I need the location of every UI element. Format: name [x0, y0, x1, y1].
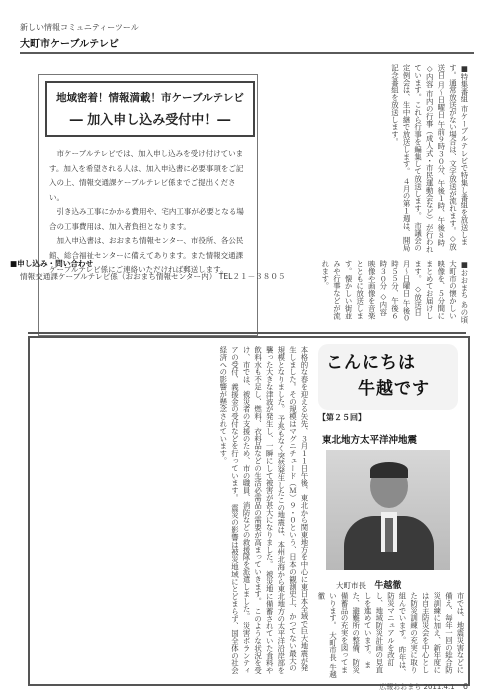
- footer-publication: 広報おおまち 2011.4.1: [379, 683, 455, 691]
- caption-role: 大町市長: [336, 581, 366, 590]
- notice-heading-line2: ― 加入申し込み受付中！―: [69, 113, 231, 128]
- header-subtitle: 新しい情報コミュニティーツール: [20, 23, 139, 32]
- notice-heading-box: [45, 81, 255, 137]
- subscription-notice: [38, 74, 258, 336]
- contact-text: 情報交通課ケーブルテレビ係（おおまち情報センター内） TEL２１－３８０５: [20, 272, 286, 281]
- article-title-panel: [318, 344, 458, 410]
- notice-contact: [10, 257, 286, 283]
- article-body-left: 本格的な春を迎える矢先、３月１１日午後、東北から関東地方を中心に東日本全域で巨大地震が発生しました。その規模はマグニチュード（Ｍ）９・０という、日本の観測史上、かつてない最大の規模となりました。 予兆もなく突然発生したこの地震は、本州北海から東北地方の太平洋沿岸部を襲った大きな津波が発生し、一瞬にして被害が甚大になりました。 被災地に備蓄されていた食料や飲料水も不足し、燃料、衣料品などの生活必需品の需要が高まっていきます。 このような状況を受け、市では、被災者の支援のため、市の職員、消防などの救援隊を派遣しました。 災害ボランティアの受付、義援金の受付などを行っています。 震災の影響は被災地域にとどまらず、国全体の社会経済への影響が懸念されています。: [218, 346, 309, 674]
- program-column-a: ■特集番組 市ケーブルテレビで特集し番組を放送します。通常放送がない場合は、文字放送が流れます。◇放送日 月～日曜日 午前９時３０分、午後１時、午後８時 ◇内容 市内の行事（成人式・市民運動会など）が行われています。これら行事を編集して放送します。 市議会の定例会は、生中継で放送します。 ４月の第１週は、開局記念番組を放送します。: [390, 64, 469, 253]
- notice-paragraph: 市ケーブルテレビでは、加入申し込みを受け付けています。加入を希望される人は、加入申込書に必要事項をご記入の上、情報交通課ケーブルテレビ係までご提出ください。: [49, 149, 244, 202]
- footer-page-number: 6: [462, 682, 468, 691]
- caption-name: 牛越徹: [374, 581, 402, 591]
- header-title: 大町市ケーブルテレビ: [20, 39, 119, 50]
- notice-heading-line1: 地域密着！情報満載！市ケーブルテレビ: [56, 92, 244, 104]
- article-series: 【第２５回】: [318, 413, 366, 422]
- program-column-b: ■おおまち あの頃 大町市の懐かしい映像を、５分間にまとめてお届けします。 ◇放送日 月～日曜日 午後０時５５分、午後６時３０分 ◇内容 映像や画像を音楽とともに放送します。懐かしい街並みや行事などが流れます。: [320, 260, 469, 324]
- article-subtitle: 東北地方太平洋沖地震: [322, 435, 418, 446]
- page-footer: [379, 682, 468, 692]
- section-divider: [28, 332, 466, 334]
- contact-label: ■申し込み・問い合わせ: [10, 259, 94, 268]
- article-title-line1: こんにちは: [326, 353, 416, 373]
- notice-paragraph: 引き込み工事にかかる費用や、宅内工事が必要となる場合の工事費用は、加入者負担となります。: [49, 207, 244, 231]
- photo-caption: [336, 578, 401, 591]
- notice-paragraph: 加入申込書は、おおまち情報センター、市役所、各公民館、総合福祉センターに備えてあります。また情報交通課ケーブルテレビ係にご連絡いただければ郵送します。: [49, 236, 244, 274]
- photo-hair: [370, 462, 408, 478]
- article-title-line2: 牛越です: [358, 379, 430, 399]
- photo-tie: [385, 518, 393, 552]
- mayor-photo: [326, 450, 450, 570]
- header-rule: [20, 52, 474, 54]
- article-body-right: 市では、地震災害などに備え、毎年一回の総合防災訓練に加え、新年度には自主防災会を中心とした防災訓練の充実に取り組んでいます。 昨年は、防災マニュアルを改訂し、地域防災計画の見直しを進めています。 また、避難所の整備、防災備蓄品の充実を図ってまいります。 大町市長 牛越徹: [316, 592, 465, 679]
